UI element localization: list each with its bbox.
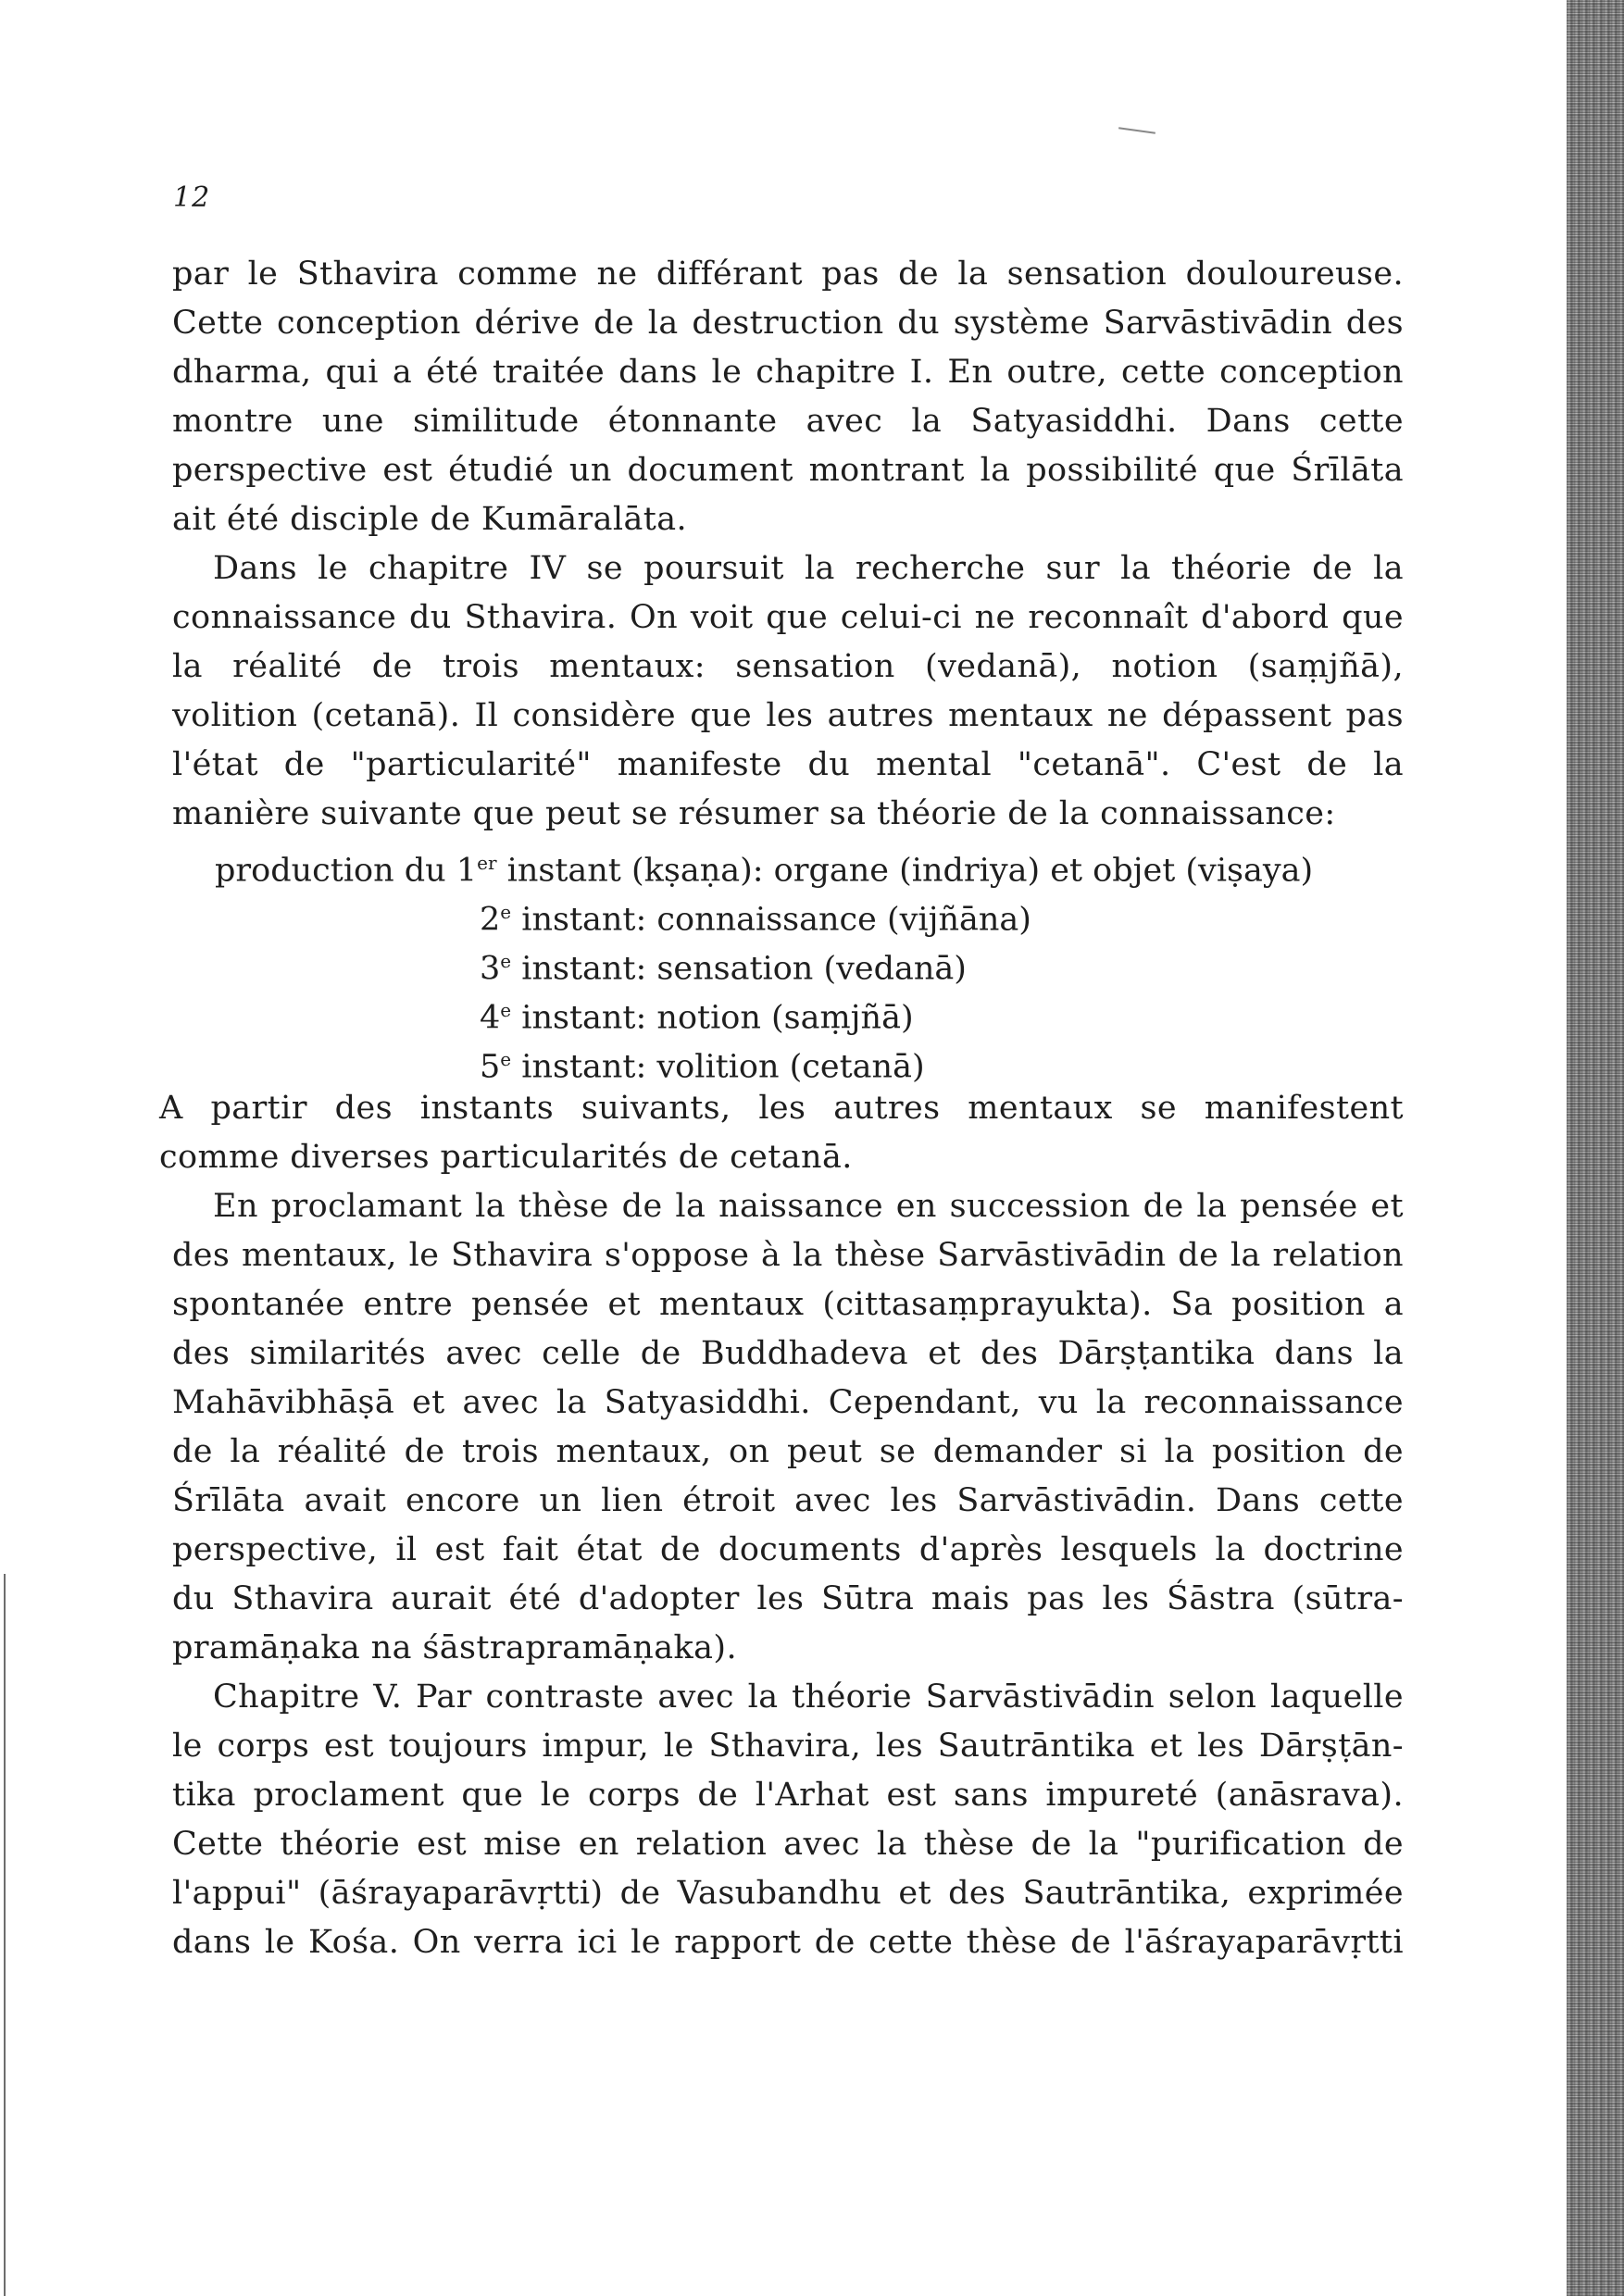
- scan-left-edge: [4, 1574, 6, 2296]
- instant-item: [172, 1035, 1404, 1084]
- instant-text: instant (kṣaṇa): organe (indriya) et objet (viṣaya): [496, 852, 1314, 890]
- scan-edge-shadow: [1567, 0, 1624, 2296]
- text-line: Dans le chapitre IV se poursuit la recherche sur la théorie de la: [213, 550, 1404, 587]
- instant-ordinal: 5: [480, 1048, 501, 1086]
- paragraph-3: [172, 1182, 1404, 1673]
- instant-ordinal: 3: [480, 950, 501, 988]
- instant-text: instant: notion (saṃjñā): [511, 999, 914, 1037]
- text-line: perspective est étudié un document montrant la possibilité que Śrīlāta: [172, 452, 1404, 489]
- text-line: dharma, qui a été traitée dans le chapitre I. En outre, cette conception: [172, 354, 1404, 391]
- instant-ordinal-suffix: er: [477, 852, 497, 874]
- instant-list: [172, 839, 1404, 1084]
- text-line: spontanée entre pensée et mentaux (cittasaṃprayukta). Sa position a: [172, 1286, 1404, 1323]
- body-text: [159, 250, 1404, 1967]
- instant-text: instant: volition (cetanā): [511, 1048, 925, 1086]
- instant-prefix: production du: [215, 852, 456, 890]
- paragraph-1: [172, 250, 1404, 544]
- instant-item: [172, 937, 1404, 986]
- instant-ordinal: 2: [480, 901, 501, 939]
- text-line: manière suivante que peut se résumer sa théorie de la connaissance:: [172, 795, 1336, 832]
- text-line: le corps est toujours impur, le Sthavira, les Sautrāntika et les Dārṣṭān-: [172, 1728, 1404, 1765]
- text-line: des mentaux, le Sthavira s'oppose à la thèse Sarvāstivādin de la relation: [172, 1237, 1404, 1274]
- page-number: 12: [173, 181, 211, 214]
- text-line: ait été disciple de Kumāralāta.: [172, 501, 687, 538]
- text-line: pramāṇaka na śāstrapramāṇaka).: [172, 1629, 737, 1666]
- text-line: En proclamant la thèse de la naissance en succession de la pensée et: [213, 1188, 1404, 1225]
- text-line: la réalité de trois mentaux: sensation (vedanā), notion (saṃjñā),: [172, 648, 1404, 685]
- text-line: montre une similitude étonnante avec la Satyasiddhi. Dans cette: [172, 403, 1404, 440]
- text-line: de la réalité de trois mentaux, on peut se demander si la position de: [172, 1433, 1404, 1470]
- text-line: Cette théorie est mise en relation avec la thèse de la "purification de: [172, 1826, 1404, 1863]
- instant-ordinal: 4: [480, 999, 501, 1037]
- text-line: comme diverses particularités de cetanā.: [159, 1139, 853, 1176]
- text-line: des similarités avec celle de Buddhadeva et des Dārṣṭantika dans la: [172, 1335, 1404, 1372]
- instant-ordinal-suffix: e: [500, 999, 512, 1021]
- text-line: Chapitre V. Par contraste avec la théorie Sarvāstivādin selon laquelle: [213, 1678, 1404, 1716]
- scan-speck: [1118, 127, 1156, 134]
- text-line: du Sthavira aurait été d'adopter les Sūtra mais pas les Śāstra (sūtra-: [172, 1580, 1404, 1617]
- instant-text: instant: sensation (vedanā): [511, 950, 967, 988]
- text-line: dans le Kośa. On verra ici le rapport de cette thèse de l'āśrayaparāvṛtti: [172, 1924, 1404, 1961]
- paragraph-after-list: [159, 1084, 1404, 1182]
- instant-item: [172, 888, 1404, 937]
- text-line: par le Sthavira comme ne différant pas de la sensation douloureuse.: [172, 256, 1404, 293]
- instant-item: [172, 839, 1404, 888]
- text-line: Śrīlāta avait encore un lien étroit avec les Sarvāstivādin. Dans cette: [172, 1482, 1404, 1519]
- text-line: connaissance du Sthavira. On voit que celui-ci ne reconnaît d'abord que: [172, 599, 1404, 636]
- instant-ordinal-suffix: e: [500, 901, 512, 923]
- instant-item: [172, 986, 1404, 1035]
- instant-text: instant: connaissance (vijñāna): [511, 901, 1031, 939]
- text-line: l'état de "particularité" manifeste du mental "cetanā". C'est de la: [172, 746, 1404, 783]
- text-line: volition (cetanā). Il considère que les autres mentaux ne dépassent pas: [172, 697, 1404, 734]
- paragraph-2: [172, 544, 1404, 839]
- instant-ordinal-suffix: e: [500, 1048, 512, 1070]
- text-line: Mahāvibhāṣā et avec la Satyasiddhi. Cependant, vu la reconnaissance: [172, 1384, 1404, 1421]
- text-line: Cette conception dérive de la destruction du système Sarvāstivādin des: [172, 305, 1404, 342]
- instant-ordinal: 1: [456, 852, 478, 890]
- paragraph-4: [172, 1673, 1404, 1967]
- instant-ordinal-suffix: e: [500, 950, 512, 972]
- text-line: perspective, il est fait état de documents d'après lesquels la doctrine: [172, 1531, 1404, 1568]
- text-line: l'appui" (āśrayaparāvṛtti) de Vasubandhu et des Sautrāntika, exprimée: [172, 1875, 1404, 1912]
- text-line: tika proclament que le corps de l'Arhat est sans impureté (anāsrava).: [172, 1777, 1404, 1814]
- text-line: A partir des instants suivants, les autres mentaux se manifestent: [159, 1090, 1404, 1127]
